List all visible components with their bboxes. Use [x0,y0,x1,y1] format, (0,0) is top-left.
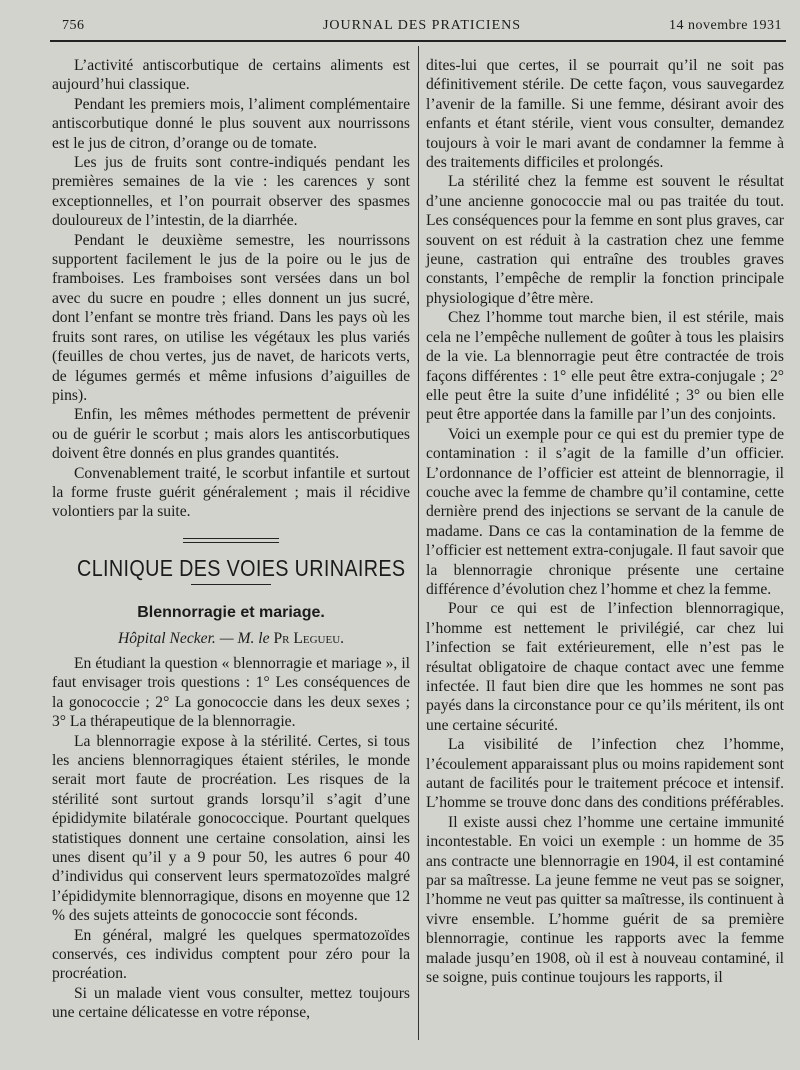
page-number: 756 [62,18,85,33]
column-divider [418,46,419,1040]
paragraph: Pour ce qui est de l’infection blennorragique, l’homme est nettement le privilégié, car chez lui l’infection se fait extérieurement, elle n’est pas le résultat obligatoire de chaque contact avec une femme infectée. Il faut bien dire que les hommes ne sont pas payés dans la circonstance pour ce qu’ils méritent, ils ont une certaine sécurité. [426,600,784,734]
paragraph: Enfin, les mêmes méthodes permettent de prévenir ou de guérir le scorbut ; mais alors les antiscorbutiques doivent être donnés en plus grandes quantités. [52,406,410,463]
paragraph: Pendant le deuxième semestre, les nourrissons supportent facilement le jus de la poire ou le jus de framboises. Les framboises sont versées dans un bol avec du sucre en poudre ; elles donnent un jus sucré, dont l’enfant se montre très friand. Dans les pays où les fruits sont rares, on utilise les végétaux les plus variés (feuilles de chou vertes, jus de navet, de haricots verts, de légumes germés et même infusions d’aiguilles de pins). [52,231,410,404]
paragraph: L’activité antiscorbutique de certains aliments est aujourd’hui classique. [52,57,410,94]
header-rule [50,40,786,42]
right-column [426,56,784,988]
byline-author: Pr Legueu. [273,629,345,647]
article-title: Blennorragie et mariage. [137,604,325,622]
journal-title: JOURNAL DES PRATICIENS [322,18,522,33]
paragraph: Les jus de fruits sont contre-indiqués pendant les premières semaines de la vie : les carences y sont exceptionnelles, et l’on pourrait observer des spasmes douloureux de l’intestin, de la diarrhée. [52,154,410,230]
paragraph: La visibilité de l’infection chez l’homme, l’écoulement apparaissant plus ou moins rapidement sont autant de facilités pour le traitement précoce et intensif. L’homme se trouve donc dans des conditions préférables. [426,736,784,812]
left-column [52,56,410,1023]
running-header [62,14,782,36]
paragraph: Convenablement traité, le scorbut infantile et surtout la forme fruste guérit généralement ; mais il récidive volontiers par la suite. [52,464,410,521]
paragraph: En étudiant la question « blennorragie et mariage », il faut envisager trois questions : 1° Les conséquences de la gonococcie ; 2° La gonococcie dans les deux sexes ; 3° La thérapeutique de la blennorragie. [52,654,410,731]
byline-separator: — M. le [215,629,274,647]
section-rule [191,584,271,585]
paragraph: Pendant les premiers mois, l’aliment complémentaire antiscorbutique donné le plus souvent aux nourrissons est le jus de citron, d’orange ou de tomate. [52,95,410,152]
paragraph: Si un malade vient vous consulter, mettez toujours une certaine délicatesse en votre réponse, [52,984,410,1022]
byline-place: Hôpital Necker. [117,629,216,647]
paragraph: La stérilité chez la femme est souvent le résultat d’une ancienne gonococcie mal ou pas traitée du tout. Les conséquences pour la femme en sont plus graves, car souvent on est réduit à la castration chez une femme jeune, castration qui entraîne des troubles graves constants, l’empêche de remplir la fonction principale physiologique d’être mère. [426,173,784,307]
paragraph: La blennorragie expose à la stérilité. Certes, si tous les anciens blennorragiques étaient stériles, le monde serait mort faute de procréation. Les risques de la stérilité sont surtout grands lorsqu’il s’agit d’une épididymite bilatérale gonococcique. Pourtant quelques statistiques donnent une certaine consolation, ainsi les unes disent qu’il y a 9 pour 50, les autres 6 pour 40 d’individus qui conservent leurs spermatozoïdes malgré l’épididymite blennorragique, disons en moyenne que 12 % des sujets atteints de gonococcie sont féconds. [52,732,410,925]
paragraph: Voici un exemple pour ce qui est du premier type de contamination : il s’agit de la famille d’un officier. L’ordonnance de l’officier est atteint de blennorragie, il couche avec la femme de chambre qu’il contamine, cette dernière prend des injections se servant de la canule de madame. Dans ce cas la contamination de la femme de l’officier est nettement extra-conjugale. Il faut savoir que la blennorragie chronique présente une certaine différence d’évolution chez l’homme et chez la femme. [426,425,784,598]
section-separator [183,538,279,543]
paragraph: Chez l’homme tout marche bien, il est stérile, mais cela ne l’empêche nullement de goûter à tous les plaisirs de la vie. La blennorragie peut être contractée de trois façons différentes : 1° elle peut être extra-conjugale ; 2° elle peut être la suite d’une infidélité ; 3° ou bien elle peut être apportée dans la famille par l’un des conjoints. [426,309,784,424]
paragraph: Il existe aussi chez l’homme une certaine immunité incontestable. En voici un exemple : un homme de 35 ans contracte une blennorragie en 1904, il est contaminé par sa maîtresse. La jeune femme ne veut pas se soigner, l’homme ne veut pas quitter sa maîtresse, ils continuent à vivre ensemble. L’homme guérit de sa première blennorragie, continue les rapports avec la femme malade jusqu’en 1908, où il est à nouveau contaminé, il se soigne, puis continue toujours les rapports, il [426,813,784,987]
issue-date: 14 novembre 1931 [669,18,782,33]
paragraph-continued: dites-lui que certes, il se pourrait qu’il ne soit pas définitivement stérile. De cette façon, vous sauvegardez l’avenir de la famille. Si une femme, désirant avoir des enfants et étant stérile, vient vous consulter, demandez toujours à voir le mari avant de condamner la femme à des traitements difficiles et prolongés. [426,57,784,172]
byline [52,629,410,648]
section-title: CLINIQUE DES VOIES URINAIRES [77,554,406,581]
paragraph: En général, malgré les quelques spermatozoïdes conservés, ces individus comptent pour zéro pour la procréation. [52,926,410,983]
